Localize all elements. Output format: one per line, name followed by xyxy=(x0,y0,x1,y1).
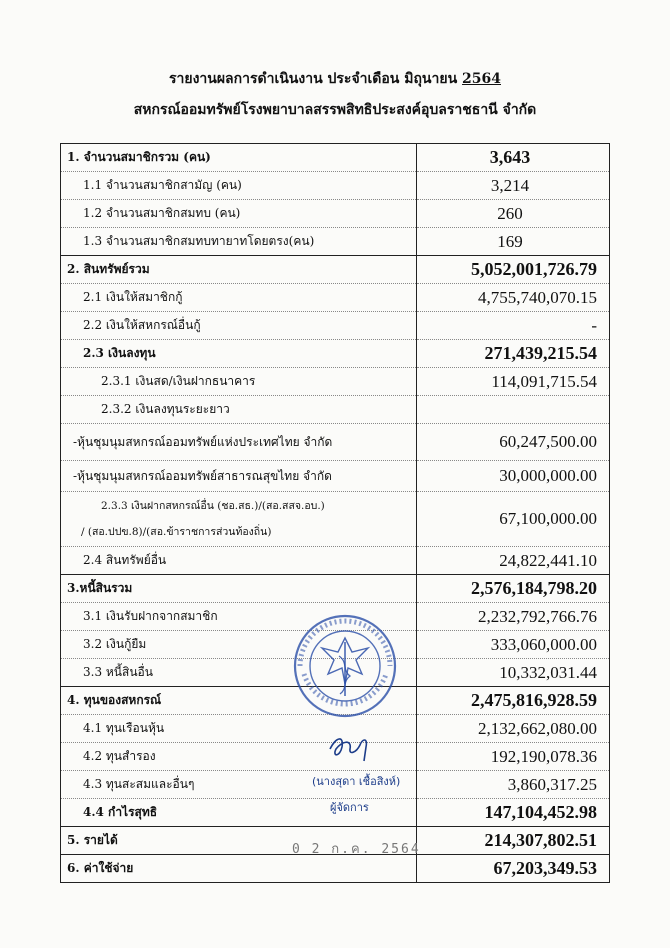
row-label-line1: 2.3.3 เงินฝากสหกรณ์อื่น (ชอ.สธ.)/(สอ.สสจ.อบ.) xyxy=(101,500,325,512)
row-value: 114,091,715.54 xyxy=(417,368,610,396)
table-row xyxy=(61,340,610,368)
table-row xyxy=(61,284,610,312)
row-label: 6. ค่าใช้จ่าย xyxy=(61,855,417,883)
row-value: 2,475,816,928.59 xyxy=(417,687,610,715)
row-label: 1.3 จำนวนสมาชิกสมทบทายาทโดยตรง(คน) xyxy=(61,228,417,256)
row-value: 24,822,441.10 xyxy=(417,547,610,575)
row-label: 3.1 เงินรับฝากจากสมาชิก xyxy=(61,603,417,631)
row-label: 4.4 กำไรสุทธิ xyxy=(61,799,417,827)
row-value: 271,439,215.54 xyxy=(417,340,610,368)
row-value: 67,100,000.00 xyxy=(417,492,610,547)
row-value: 60,247,500.00 xyxy=(417,424,610,461)
row-label: 4. ทุนของสหกรณ์ xyxy=(61,687,417,715)
row-label: 2.1 เงินให้สมาชิกกู้ xyxy=(61,284,417,312)
row-label: 3.3 หนี้สินอื่น xyxy=(61,659,417,687)
row-label: 2.3 เงินลงทุน xyxy=(61,340,417,368)
row-value: 3,214 xyxy=(417,172,610,200)
table-row xyxy=(61,461,610,492)
row-value: 169 xyxy=(417,228,610,256)
row-value: 67,203,349.53 xyxy=(417,855,610,883)
table-row xyxy=(61,144,610,172)
table-row xyxy=(61,547,610,575)
row-value: 2,132,662,080.00 xyxy=(417,715,610,743)
row-value: 192,190,078.36 xyxy=(417,743,610,771)
manager-title: ผู้จัดการ xyxy=(330,801,369,814)
row-label: 2.3.2 เงินลงทุนระยะยาว xyxy=(61,396,417,424)
row-label: -หุ้นชุมนุมสหกรณ์ออมทรัพย์แห่งประเทศไทย จำกัด xyxy=(61,424,417,461)
row-value: 333,060,000.00 xyxy=(417,631,610,659)
row-label: 4.1 ทุนเรือนหุ้น xyxy=(61,715,417,743)
table-row xyxy=(61,228,610,256)
row-label-line2: / (สอ.ปปข.8)/(สอ.ข้าราชการส่วนท้องถิ่น) xyxy=(81,526,272,538)
cooperative-name: สหกรณ์ออมทรัพย์โรงพยาบาลสรรพสิทธิประสงค์อุบลราชธานี จำกัด xyxy=(133,102,537,118)
table-row xyxy=(61,424,610,461)
row-value: 2,232,792,766.76 xyxy=(417,603,610,631)
table-row xyxy=(61,368,610,396)
table-row xyxy=(61,256,610,284)
row-label xyxy=(61,492,417,547)
row-value: 147,104,452.98 xyxy=(417,799,610,827)
row-value xyxy=(417,396,610,424)
table-row xyxy=(61,575,610,603)
table-row xyxy=(61,172,610,200)
row-label: 3.2 เงินกู้ยืม xyxy=(61,631,417,659)
table-row xyxy=(61,492,610,547)
row-label: 1. จำนวนสมาชิกรวม (คน) xyxy=(61,144,417,172)
manager-name: (นางสุดา เชื้อสิงห์) xyxy=(312,775,401,788)
report-title-text: รายงานผลการดำเนินงาน ประจำเดือน มิถุนายน xyxy=(169,71,458,87)
row-label: 4.3 ทุนสะสมและอื่นๆ xyxy=(61,771,417,799)
row-label: 1.1 จำนวนสมาชิกสามัญ (คน) xyxy=(61,172,417,200)
row-value: - xyxy=(417,312,610,340)
row-label: 1.2 จำนวนสมาชิกสมทบ (คน) xyxy=(61,200,417,228)
row-label: 4.2 ทุนสำรอง xyxy=(61,743,417,771)
table-row xyxy=(61,200,610,228)
row-label: 3.หนี้สินรวม xyxy=(61,575,417,603)
report-year: 2564 xyxy=(462,71,501,87)
date-stamp: 0 2 ก.ค. 2564 xyxy=(292,842,421,857)
cooperative-seal-icon xyxy=(290,612,400,720)
row-value: 3,643 xyxy=(417,144,610,172)
row-value: 2,576,184,798.20 xyxy=(417,575,610,603)
row-label: 2.2 เงินให้สหกรณ์อื่นกู้ xyxy=(61,312,417,340)
row-value: 10,332,031.44 xyxy=(417,659,610,687)
row-value: 5,052,001,726.79 xyxy=(417,256,610,284)
row-value: 214,307,802.51 xyxy=(417,827,610,855)
manager-signature-icon xyxy=(322,727,382,767)
row-label: 2.3.1 เงินสด/เงินฝากธนาคาร xyxy=(61,368,417,396)
row-label: 5. รายได้ xyxy=(61,827,417,855)
report-title xyxy=(0,68,670,90)
row-value: 260 xyxy=(417,200,610,228)
table-row xyxy=(61,312,610,340)
row-value: 30,000,000.00 xyxy=(417,461,610,492)
row-label: 2.4 สินทรัพย์อื่น xyxy=(61,547,417,575)
row-label: 2. สินทรัพย์รวม xyxy=(61,256,417,284)
row-value: 3,860,317.25 xyxy=(417,771,610,799)
row-label: -หุ้นชุมนุมสหกรณ์ออมทรัพย์สาธารณสุขไทย จำกัด xyxy=(61,461,417,492)
table-row xyxy=(61,396,610,424)
row-value: 4,755,740,070.15 xyxy=(417,284,610,312)
